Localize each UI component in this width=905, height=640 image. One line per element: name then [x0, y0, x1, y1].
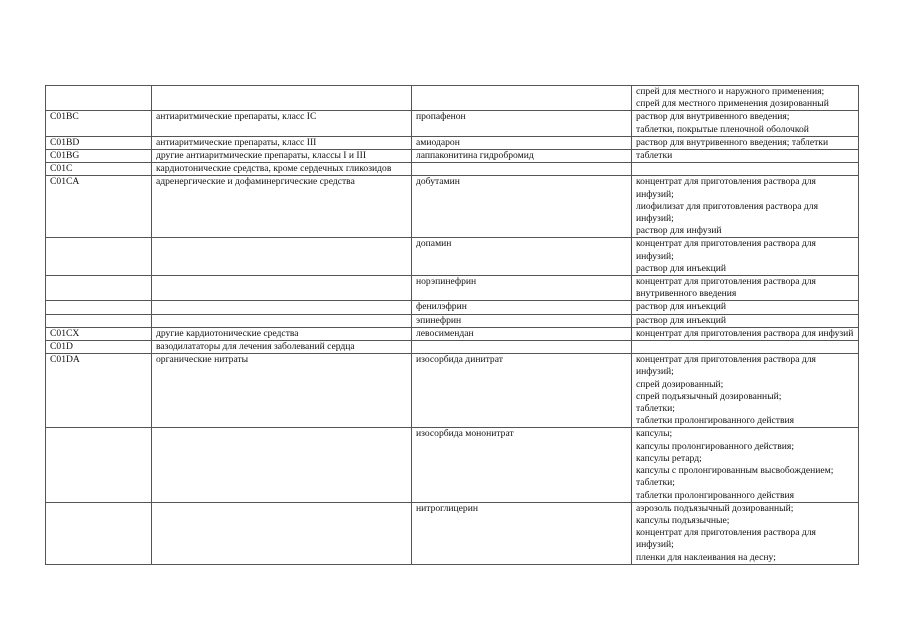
dosage-form-item: спрей подъязычный дозированный; [636, 390, 782, 402]
pharmacological-group-cell: кардиотонические средства, кроме сердечных гликозидов [152, 163, 412, 176]
table-row [46, 327, 859, 340]
dosage-form-item: спрей дозированный; [636, 378, 724, 390]
drug-name-cell: изосорбида динитрат [412, 354, 632, 428]
dosage-form-item: аэрозоль подъязычный дозированный; [636, 502, 794, 514]
dosage-forms-cell [632, 428, 859, 502]
pharmacological-group-cell [152, 301, 412, 314]
atc-code-cell [46, 86, 152, 111]
dosage-forms-cell [632, 111, 859, 136]
table-row [46, 136, 859, 149]
atc-code-cell [46, 301, 152, 314]
atc-code-cell [46, 276, 152, 301]
dosage-forms-cell [632, 354, 859, 428]
dosage-forms-cell [632, 86, 859, 111]
drug-name-cell: левосимендан [412, 327, 632, 340]
drug-name-cell [412, 341, 632, 354]
dosage-form-item: концентрат для приготовления раствора для внутривенного введения [636, 276, 816, 300]
table-row [46, 276, 859, 301]
drug-name-cell: фенилэфрин [412, 301, 632, 314]
atc-code-cell: C01CX [46, 327, 152, 340]
dosage-form-item: концентрат для приготовления раствора для инфузий; [636, 238, 816, 262]
atc-code-cell [46, 428, 152, 502]
table-row [46, 163, 859, 176]
dosage-form-item: концентрат для приготовления раствора для инфузий [636, 327, 854, 339]
table-row [46, 86, 859, 111]
atc-code-cell: C01DA [46, 354, 152, 428]
drug-name-cell: амиодарон [412, 136, 632, 149]
dosage-form-item: раствор для инъекций [636, 301, 726, 313]
drug-name-cell [412, 163, 632, 176]
pharmacological-group-cell [152, 428, 412, 502]
dosage-form-item: таблетки [636, 150, 673, 162]
dosage-form-item: раствор для внутривенного введения; [636, 111, 790, 123]
dosage-form-item: раствор для инъекций [636, 314, 726, 326]
dosage-forms-cell [632, 341, 859, 354]
dosage-forms-cell [632, 314, 859, 327]
dosage-form-item: таблетки, покрытые пленочной оболочкой [636, 123, 809, 135]
drug-name-cell: добутамин [412, 176, 632, 238]
drug-name-cell: норэпинефрин [412, 276, 632, 301]
atc-code-cell: C01C [46, 163, 152, 176]
pharmacological-group-cell: адренергические и дофаминергические средства [152, 176, 412, 238]
dosage-form-item: концентрат для приготовления раствора для инфузий; [636, 176, 816, 200]
atc-code-cell [46, 238, 152, 276]
pharmacological-group-cell [152, 314, 412, 327]
dosage-form-item: раствор для инъекций [636, 262, 726, 274]
dosage-form-item: лиофилизат для приготовления раствора для инфузий; [636, 200, 818, 225]
table-row [46, 176, 859, 238]
drug-name-cell: пропафенон [412, 111, 632, 136]
dosage-form-item: таблетки; [636, 403, 675, 415]
table-row [46, 354, 859, 428]
atc-code-cell: C01BG [46, 150, 152, 163]
dosage-forms-cell [632, 238, 859, 276]
dosage-forms-cell [632, 163, 859, 176]
pharmacological-group-cell: другие кардиотонические средства [152, 327, 412, 340]
drug-classification-table [45, 85, 859, 565]
drug-name-cell [412, 86, 632, 111]
table-row [46, 428, 859, 502]
dosage-form-item: концентрат для приготовления раствора для инфузий; [636, 354, 816, 378]
dosage-form-item: таблетки; [636, 477, 675, 489]
table-row [46, 111, 859, 136]
drug-name-cell: нитроглицерин [412, 502, 632, 564]
table-row [46, 150, 859, 163]
dosage-form-item: капсулы с пролонгированным высвобождением; [636, 465, 834, 477]
dosage-form-item: таблетки пролонгированного действия [636, 415, 795, 427]
dosage-forms-cell [632, 176, 859, 238]
atc-code-cell: C01BC [46, 111, 152, 136]
table-row [46, 301, 859, 314]
atc-code-cell: C01D [46, 341, 152, 354]
dosage-forms-cell [632, 502, 859, 564]
drug-name-cell: лаппаконитина гидробромид [412, 150, 632, 163]
dosage-form-item: спрей для местного и наружного применения; [636, 86, 825, 97]
dosage-form-item: капсулы пролонгированного действия; [636, 440, 794, 452]
dosage-forms-cell [632, 327, 859, 340]
atc-code-cell: C01BD [46, 136, 152, 149]
dosage-form-item: концентрат для приготовления раствора для инфузий; [636, 527, 816, 551]
dosage-form-item: капсулы; [636, 428, 673, 440]
pharmacological-group-cell: органические нитраты [152, 354, 412, 428]
table-body [46, 86, 859, 565]
table-row [46, 341, 859, 354]
drug-name-cell: допамин [412, 238, 632, 276]
pharmacological-group-cell: антиаритмические препараты, класс IC [152, 111, 412, 136]
pharmacological-group-cell [152, 276, 412, 301]
drug-name-cell: изосорбида мононитрат [412, 428, 632, 502]
dosage-forms-cell [632, 150, 859, 163]
dosage-forms-cell [632, 136, 859, 149]
pharmacological-group-cell: вазодилататоры для лечения заболеваний сердца [152, 341, 412, 354]
dosage-form-item: пленки для наклеивания на десну; [636, 551, 776, 563]
dosage-form-item: раствор для инфузий [636, 225, 722, 237]
dosage-forms-cell [632, 301, 859, 314]
dosage-forms-cell [632, 276, 859, 301]
pharmacological-group-cell [152, 86, 412, 111]
dosage-form-item: капсулы подъязычные; [636, 514, 730, 526]
dosage-form-item: таблетки пролонгированного действия [636, 489, 795, 501]
pharmacological-group-cell: антиаритмические препараты, класс III [152, 136, 412, 149]
pharmacological-group-cell: другие антиаритмические препараты, классы I и III [152, 150, 412, 163]
dosage-form-item: раствор для внутривенного введения; таблетки [636, 136, 829, 148]
pharmacological-group-cell [152, 502, 412, 564]
table-row [46, 238, 859, 276]
atc-code-cell [46, 314, 152, 327]
dosage-form-item: капсулы ретард; [636, 452, 702, 464]
dosage-form-item: спрей для местного применения дозированный [636, 98, 829, 110]
atc-code-cell: C01CA [46, 176, 152, 238]
table-row [46, 314, 859, 327]
atc-code-cell [46, 502, 152, 564]
table-row [46, 502, 859, 564]
pharmacological-group-cell [152, 238, 412, 276]
drug-name-cell: эпинефрин [412, 314, 632, 327]
